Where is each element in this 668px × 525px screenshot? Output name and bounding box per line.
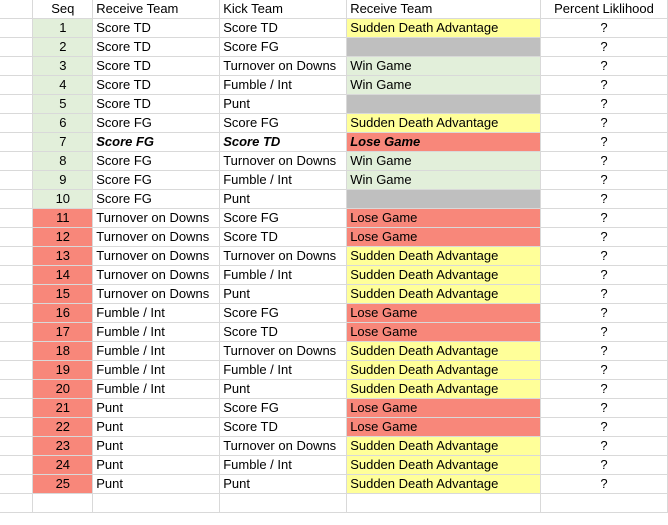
header-percent-likelihood[interactable]: Percent Liklihood [541,0,668,19]
kick-team-cell[interactable]: Turnover on Downs [220,152,347,171]
receive-team-cell[interactable]: Punt [93,399,220,418]
receive-team-cell[interactable]: Fumble / Int [93,323,220,342]
row-spacer-cell[interactable] [0,152,33,171]
seq-cell[interactable]: 5 [33,95,93,114]
seq-cell[interactable]: 18 [33,342,93,361]
receive-team-cell[interactable]: Fumble / Int [93,342,220,361]
result-cell[interactable]: Sudden Death Advantage [347,247,541,266]
table-row [0,114,668,133]
table-row [0,171,668,190]
seq-cell[interactable]: 3 [33,57,93,76]
result-cell[interactable]: Sudden Death Advantage [347,285,541,304]
result-cell[interactable]: Sudden Death Advantage [347,380,541,399]
result-cell[interactable]: Sudden Death Advantage [347,266,541,285]
result-cell[interactable]: Win Game [347,171,541,190]
result-cell[interactable]: Lose Game [347,418,541,437]
percent-likelihood-cell[interactable]: ? [541,76,668,95]
table-row [0,57,668,76]
seq-cell[interactable]: 11 [33,209,93,228]
result-cell[interactable]: Sudden Death Advantage [347,342,541,361]
result-cell[interactable]: Sudden Death Advantage [347,19,541,38]
percent-likelihood-cell[interactable]: ? [541,342,668,361]
result-cell[interactable]: Win Game [347,57,541,76]
percent-likelihood-cell[interactable]: ? [541,38,668,57]
table-row [0,152,668,171]
result-cell[interactable]: Sudden Death Advantage [347,437,541,456]
receive-team-cell[interactable]: Punt [93,418,220,437]
row-spacer-cell[interactable] [0,399,33,418]
seq-cell[interactable]: 7 [33,133,93,152]
table-row [0,285,668,304]
receive-team-cell[interactable]: Score FG [93,133,220,152]
result-cell[interactable]: Lose Game [347,304,541,323]
header-seq[interactable]: Seq [33,0,93,19]
row-spacer-cell[interactable] [0,95,33,114]
table-row [0,247,668,266]
table-row [0,19,668,38]
result-cell[interactable]: Sudden Death Advantage [347,361,541,380]
seq-cell[interactable]: 25 [33,475,93,494]
row-spacer-cell[interactable] [0,38,33,57]
percent-likelihood-cell[interactable]: ? [541,361,668,380]
percent-likelihood-cell[interactable]: ? [541,475,668,494]
row-spacer-cell[interactable] [0,266,33,285]
kick-team-cell[interactable]: Score FG [220,399,347,418]
table-row [0,38,668,57]
table-row [0,399,668,418]
receive-team-cell[interactable]: Fumble / Int [93,304,220,323]
seq-cell[interactable]: 6 [33,114,93,133]
table-row [0,266,668,285]
result-cell[interactable]: Lose Game [347,228,541,247]
kick-team-cell[interactable]: Punt [220,190,347,209]
kick-team-cell[interactable]: Fumble / Int [220,266,347,285]
row-spacer-cell[interactable] [0,57,33,76]
receive-team-cell[interactable]: Score TD [93,38,220,57]
percent-likelihood-cell[interactable]: ? [541,133,668,152]
receive-team-cell[interactable]: Punt [93,475,220,494]
receive-team-cell[interactable]: Turnover on Downs [93,209,220,228]
seq-cell[interactable]: 13 [33,247,93,266]
row-spacer-cell[interactable] [0,380,33,399]
row-spacer-cell[interactable] [0,437,33,456]
percent-likelihood-cell[interactable]: ? [541,209,668,228]
row-spacer-cell[interactable] [0,133,33,152]
receive-team-cell[interactable]: Fumble / Int [93,361,220,380]
percent-likelihood-cell[interactable]: ? [541,19,668,38]
percent-likelihood-cell[interactable]: ? [541,247,668,266]
seq-cell[interactable]: 1 [33,19,93,38]
receive-team-cell[interactable]: Fumble / Int [93,380,220,399]
kick-team-cell[interactable]: Score TD [220,228,347,247]
percent-likelihood-cell[interactable]: ? [541,228,668,247]
percent-likelihood-cell[interactable]: ? [541,437,668,456]
result-cell[interactable] [347,95,541,114]
table-row [0,380,668,399]
receive-team-cell[interactable]: Score TD [93,95,220,114]
seq-cell[interactable]: 4 [33,76,93,95]
seq-cell[interactable]: 8 [33,152,93,171]
empty-cell[interactable] [0,494,33,513]
kick-team-cell[interactable]: Turnover on Downs [220,437,347,456]
receive-team-cell[interactable]: Punt [93,456,220,475]
result-cell[interactable]: Sudden Death Advantage [347,475,541,494]
percent-likelihood-cell[interactable]: ? [541,114,668,133]
row-spacer-cell[interactable] [0,323,33,342]
row-spacer-cell[interactable] [0,475,33,494]
receive-team-cell[interactable]: Punt [93,437,220,456]
kick-team-cell[interactable]: Punt [220,95,347,114]
seq-cell[interactable]: 23 [33,437,93,456]
result-cell[interactable]: Lose Game [347,133,541,152]
result-cell[interactable] [347,190,541,209]
kick-team-cell[interactable]: Score FG [220,114,347,133]
row-spacer-cell[interactable] [0,342,33,361]
seq-cell[interactable]: 20 [33,380,93,399]
table-row [0,342,668,361]
header-kick-team[interactable]: Kick Team [220,0,347,19]
percent-likelihood-cell[interactable]: ? [541,95,668,114]
kick-team-cell[interactable]: Score TD [220,133,347,152]
receive-team-cell[interactable]: Score TD [93,19,220,38]
table-row [0,323,668,342]
table-row [0,437,668,456]
seq-cell[interactable]: 19 [33,361,93,380]
empty-cell[interactable] [220,494,347,513]
receive-team-cell[interactable]: Score FG [93,190,220,209]
kick-team-cell[interactable]: Score FG [220,38,347,57]
percent-likelihood-cell[interactable]: ? [541,152,668,171]
kick-team-cell[interactable]: Score TD [220,418,347,437]
row-spacer-cell[interactable] [0,190,33,209]
table-row [0,361,668,380]
table-row [0,133,668,152]
percent-likelihood-cell[interactable]: ? [541,285,668,304]
row-spacer-cell[interactable] [0,76,33,95]
result-cell[interactable]: Lose Game [347,323,541,342]
kick-team-cell[interactable]: Turnover on Downs [220,57,347,76]
row-spacer-cell[interactable] [0,171,33,190]
result-cell[interactable]: Win Game [347,152,541,171]
result-cell[interactable]: Lose Game [347,209,541,228]
percent-likelihood-cell[interactable]: ? [541,171,668,190]
kick-team-cell[interactable]: Score FG [220,209,347,228]
kick-team-cell[interactable]: Fumble / Int [220,361,347,380]
empty-cell[interactable] [33,494,93,513]
percent-likelihood-cell[interactable]: ? [541,304,668,323]
percent-likelihood-cell[interactable]: ? [541,266,668,285]
seq-cell[interactable]: 12 [33,228,93,247]
row-spacer-cell[interactable] [0,228,33,247]
table-row [0,228,668,247]
empty-cell[interactable] [541,494,668,513]
receive-team-cell[interactable]: Score FG [93,114,220,133]
result-cell[interactable]: Win Game [347,76,541,95]
row-spacer-cell[interactable] [0,418,33,437]
row-spacer-cell[interactable] [0,209,33,228]
percent-likelihood-cell[interactable]: ? [541,399,668,418]
receive-team-cell[interactable]: Turnover on Downs [93,266,220,285]
seq-cell[interactable]: 2 [33,38,93,57]
row-spacer-cell[interactable] [0,285,33,304]
seq-cell[interactable]: 17 [33,323,93,342]
kick-team-cell[interactable]: Punt [220,475,347,494]
kick-team-cell[interactable]: Fumble / Int [220,76,347,95]
seq-cell[interactable]: 22 [33,418,93,437]
table-row [0,304,668,323]
empty-cell[interactable] [347,494,541,513]
kick-team-cell[interactable]: Punt [220,380,347,399]
kick-team-cell[interactable]: Score FG [220,304,347,323]
empty-row [0,494,668,513]
percent-likelihood-cell[interactable]: ? [541,190,668,209]
kick-team-cell[interactable]: Fumble / Int [220,456,347,475]
table-row [0,209,668,228]
receive-team-cell[interactable]: Score TD [93,57,220,76]
seq-cell[interactable]: 16 [33,304,93,323]
row-spacer-cell[interactable] [0,456,33,475]
kick-team-cell[interactable]: Turnover on Downs [220,247,347,266]
kick-team-cell[interactable]: Score TD [220,323,347,342]
seq-cell[interactable]: 14 [33,266,93,285]
percent-likelihood-cell[interactable]: ? [541,380,668,399]
row-spacer-cell[interactable] [0,247,33,266]
receive-team-cell[interactable]: Score FG [93,152,220,171]
kick-team-cell[interactable]: Score TD [220,19,347,38]
result-cell[interactable] [347,38,541,57]
empty-cell[interactable] [93,494,220,513]
seq-cell[interactable]: 21 [33,399,93,418]
result-cell[interactable]: Sudden Death Advantage [347,114,541,133]
percent-likelihood-cell[interactable]: ? [541,418,668,437]
kick-team-cell[interactable]: Fumble / Int [220,171,347,190]
header-receive-team-result[interactable]: Receive Team [347,0,541,19]
percent-likelihood-cell[interactable]: ? [541,57,668,76]
receive-team-cell[interactable]: Score FG [93,171,220,190]
table-row [0,456,668,475]
row-spacer-cell[interactable] [0,361,33,380]
receive-team-cell[interactable]: Turnover on Downs [93,285,220,304]
row-spacer-cell[interactable] [0,304,33,323]
seq-cell[interactable]: 9 [33,171,93,190]
percent-likelihood-cell[interactable]: ? [541,456,668,475]
receive-team-cell[interactable]: Score TD [93,76,220,95]
header-receive-team[interactable]: Receive Team [93,0,220,19]
table-row [0,95,668,114]
table-row [0,190,668,209]
table-row [0,418,668,437]
header-row [0,0,668,19]
kick-team-cell[interactable]: Turnover on Downs [220,342,347,361]
seq-cell[interactable]: 10 [33,190,93,209]
row-spacer-cell[interactable] [0,19,33,38]
receive-team-cell[interactable]: Turnover on Downs [93,228,220,247]
result-cell[interactable]: Sudden Death Advantage [347,456,541,475]
kick-team-cell[interactable]: Punt [220,285,347,304]
row-spacer-cell[interactable] [0,114,33,133]
seq-cell[interactable]: 15 [33,285,93,304]
table-row [0,76,668,95]
receive-team-cell[interactable]: Turnover on Downs [93,247,220,266]
seq-cell[interactable]: 24 [33,456,93,475]
table-row [0,475,668,494]
row-header-cell[interactable] [0,0,33,19]
percent-likelihood-cell[interactable]: ? [541,323,668,342]
result-cell[interactable]: Lose Game [347,399,541,418]
